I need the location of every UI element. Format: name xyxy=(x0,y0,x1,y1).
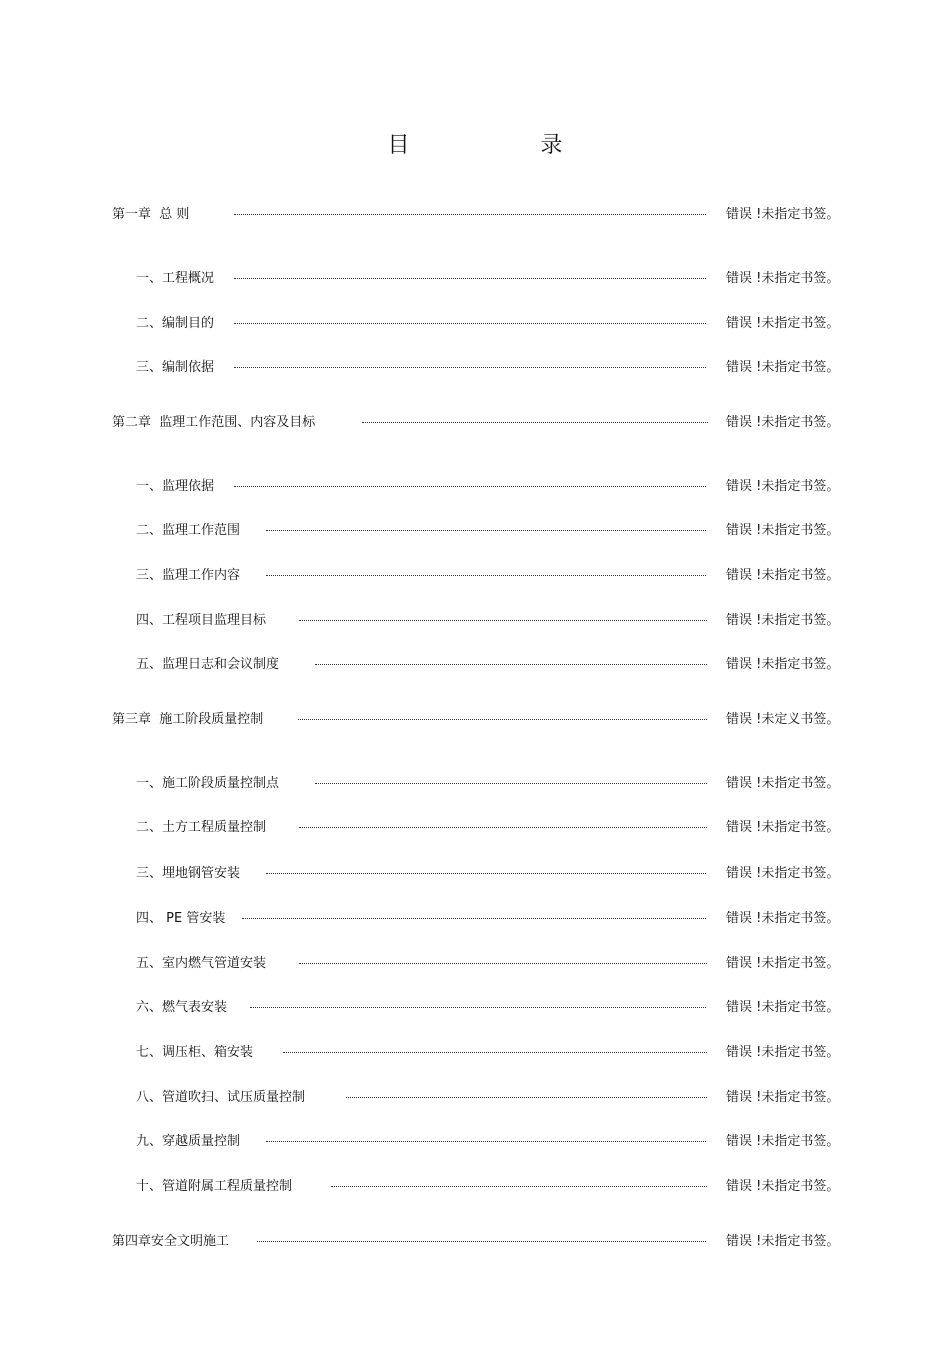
toc-entry-ref: 错误 !未指定书签。 xyxy=(726,1045,840,1060)
toc-entry-ref: 错误 !未指定书签。 xyxy=(726,613,840,628)
toc-leader-dots xyxy=(234,278,706,279)
toc-entry-ref: 错误 !未指定书签。 xyxy=(726,956,840,971)
toc-entry-ref: 错误 !未指定书签。 xyxy=(726,657,840,672)
toc-leader-dots xyxy=(257,1241,706,1242)
toc-entry-label: 二、编制目的 xyxy=(136,316,215,331)
toc-leader-dots xyxy=(266,530,706,531)
toc-entry[interactable] xyxy=(0,818,950,838)
toc-entry[interactable] xyxy=(0,611,950,631)
toc-leader-dots xyxy=(331,1186,707,1187)
toc-leader-dots xyxy=(315,783,707,784)
toc-entry-ref: 错误 !未指定书签。 xyxy=(726,415,840,430)
toc-entry-label: 六、燃气表安装 xyxy=(136,1000,228,1015)
toc-entry-ref: 错误 !未指定书签。 xyxy=(726,207,840,222)
toc-entry-ref: 错误 !未定义书签。 xyxy=(726,712,840,727)
toc-entry[interactable] xyxy=(0,774,950,794)
toc-entry-label: 第三章 施工阶段质量控制 xyxy=(112,712,264,727)
toc-entry[interactable] xyxy=(0,314,950,334)
toc-entry-label: 四、工程项目监理目标 xyxy=(136,613,267,628)
toc-entry[interactable] xyxy=(0,954,950,974)
toc-entry-ref: 错误 !未指定书签。 xyxy=(726,1134,840,1149)
toc-leader-dots xyxy=(299,963,707,964)
toc-leader-dots xyxy=(266,1141,706,1142)
toc-leader-dots xyxy=(298,719,707,720)
toc-entry[interactable] xyxy=(0,205,950,225)
toc-entry-label: 三、监理工作内容 xyxy=(136,568,241,583)
toc-entry-label: 三、埋地钢管安装 xyxy=(136,866,241,881)
toc-entry-ref: 错误 !未指定书签。 xyxy=(726,1179,840,1194)
toc-entry-ref: 错误 !未指定书签。 xyxy=(726,866,840,881)
toc-entry[interactable] xyxy=(0,566,950,586)
toc-entry[interactable] xyxy=(0,1177,950,1197)
toc-leader-dots xyxy=(299,827,707,828)
toc-entry-ref: 错误 !未指定书签。 xyxy=(726,1090,840,1105)
toc-entry[interactable] xyxy=(0,998,950,1018)
toc-leader-dots xyxy=(266,575,706,576)
toc-entry-label: 一、监理依据 xyxy=(136,479,215,494)
toc-leader-dots xyxy=(234,486,706,487)
toc-entry[interactable] xyxy=(0,269,950,289)
toc-entry-label: 一、工程概况 xyxy=(136,271,215,286)
toc-entry-ref: 错误 !未指定书签。 xyxy=(726,820,840,835)
toc-entry-ref: 错误 !未指定书签。 xyxy=(726,1000,840,1015)
toc-entry-ref: 错误 !未指定书签。 xyxy=(726,360,840,375)
toc-entry-label: 四、 PE 管安装 xyxy=(136,911,226,926)
toc-entry-ref: 错误 !未指定书签。 xyxy=(726,316,840,331)
toc-entry[interactable] xyxy=(0,710,950,730)
toc-entry[interactable] xyxy=(0,477,950,497)
toc-entry-label: 九、穿越质量控制 xyxy=(136,1134,241,1149)
toc-leader-dots xyxy=(266,873,706,874)
toc-entry[interactable] xyxy=(0,1132,950,1152)
toc-entry-label: 第四章安全文明施工 xyxy=(112,1234,230,1249)
toc-entry-ref: 错误 !未指定书签。 xyxy=(726,479,840,494)
toc-entry-label: 第二章 监理工作范围、内容及目标 xyxy=(112,415,316,430)
toc-entry-label: 三、编制依据 xyxy=(136,360,215,375)
toc-entry[interactable] xyxy=(0,1088,950,1108)
toc-entry-ref: 错误 !未指定书签。 xyxy=(726,911,840,926)
toc-entry[interactable] xyxy=(0,909,950,929)
toc-leader-dots xyxy=(250,1007,706,1008)
toc-entry-label: 二、监理工作范围 xyxy=(136,523,241,538)
toc-leader-dots xyxy=(283,1052,707,1053)
toc-leader-dots xyxy=(234,323,706,324)
toc-leader-dots xyxy=(346,1097,707,1098)
toc-entry[interactable] xyxy=(0,1232,950,1252)
toc-entry[interactable] xyxy=(0,655,950,675)
toc-entry-ref: 错误 !未指定书签。 xyxy=(726,1234,840,1249)
toc-entry-label: 十、管道附属工程质量控制 xyxy=(136,1179,293,1194)
toc-entry-label: 七、调压柜、箱安装 xyxy=(136,1045,254,1060)
toc-entry[interactable] xyxy=(0,521,950,541)
toc-entry[interactable] xyxy=(0,358,950,378)
toc-entry-ref: 错误 !未指定书签。 xyxy=(726,271,840,286)
toc-entry-ref: 错误 !未指定书签。 xyxy=(726,776,840,791)
toc-leader-dots xyxy=(234,214,706,215)
toc-entry-label: 二、土方工程质量控制 xyxy=(136,820,267,835)
toc-entry-label: 第一章 总 则 xyxy=(112,207,190,222)
toc-leader-dots xyxy=(362,422,708,423)
toc-leader-dots xyxy=(242,918,706,919)
toc-leader-dots xyxy=(234,367,706,368)
toc-entry-label: 五、室内燃气管道安装 xyxy=(136,956,267,971)
page-title: 目 录 xyxy=(387,133,625,158)
toc-entry-ref: 错误 !未指定书签。 xyxy=(726,568,840,583)
toc-entry-ref: 错误 !未指定书签。 xyxy=(726,523,840,538)
toc-leader-dots xyxy=(299,620,707,621)
toc-entry[interactable] xyxy=(0,413,950,433)
toc-entry-label: 一、施工阶段质量控制点 xyxy=(136,776,280,791)
toc-entry[interactable] xyxy=(0,864,950,884)
toc-entry[interactable] xyxy=(0,1043,950,1063)
toc-entry-label: 八、管道吹扫、试压质量控制 xyxy=(136,1090,306,1105)
toc-entry-label: 五、监理日志和会议制度 xyxy=(136,657,280,672)
toc-leader-dots xyxy=(315,664,707,665)
